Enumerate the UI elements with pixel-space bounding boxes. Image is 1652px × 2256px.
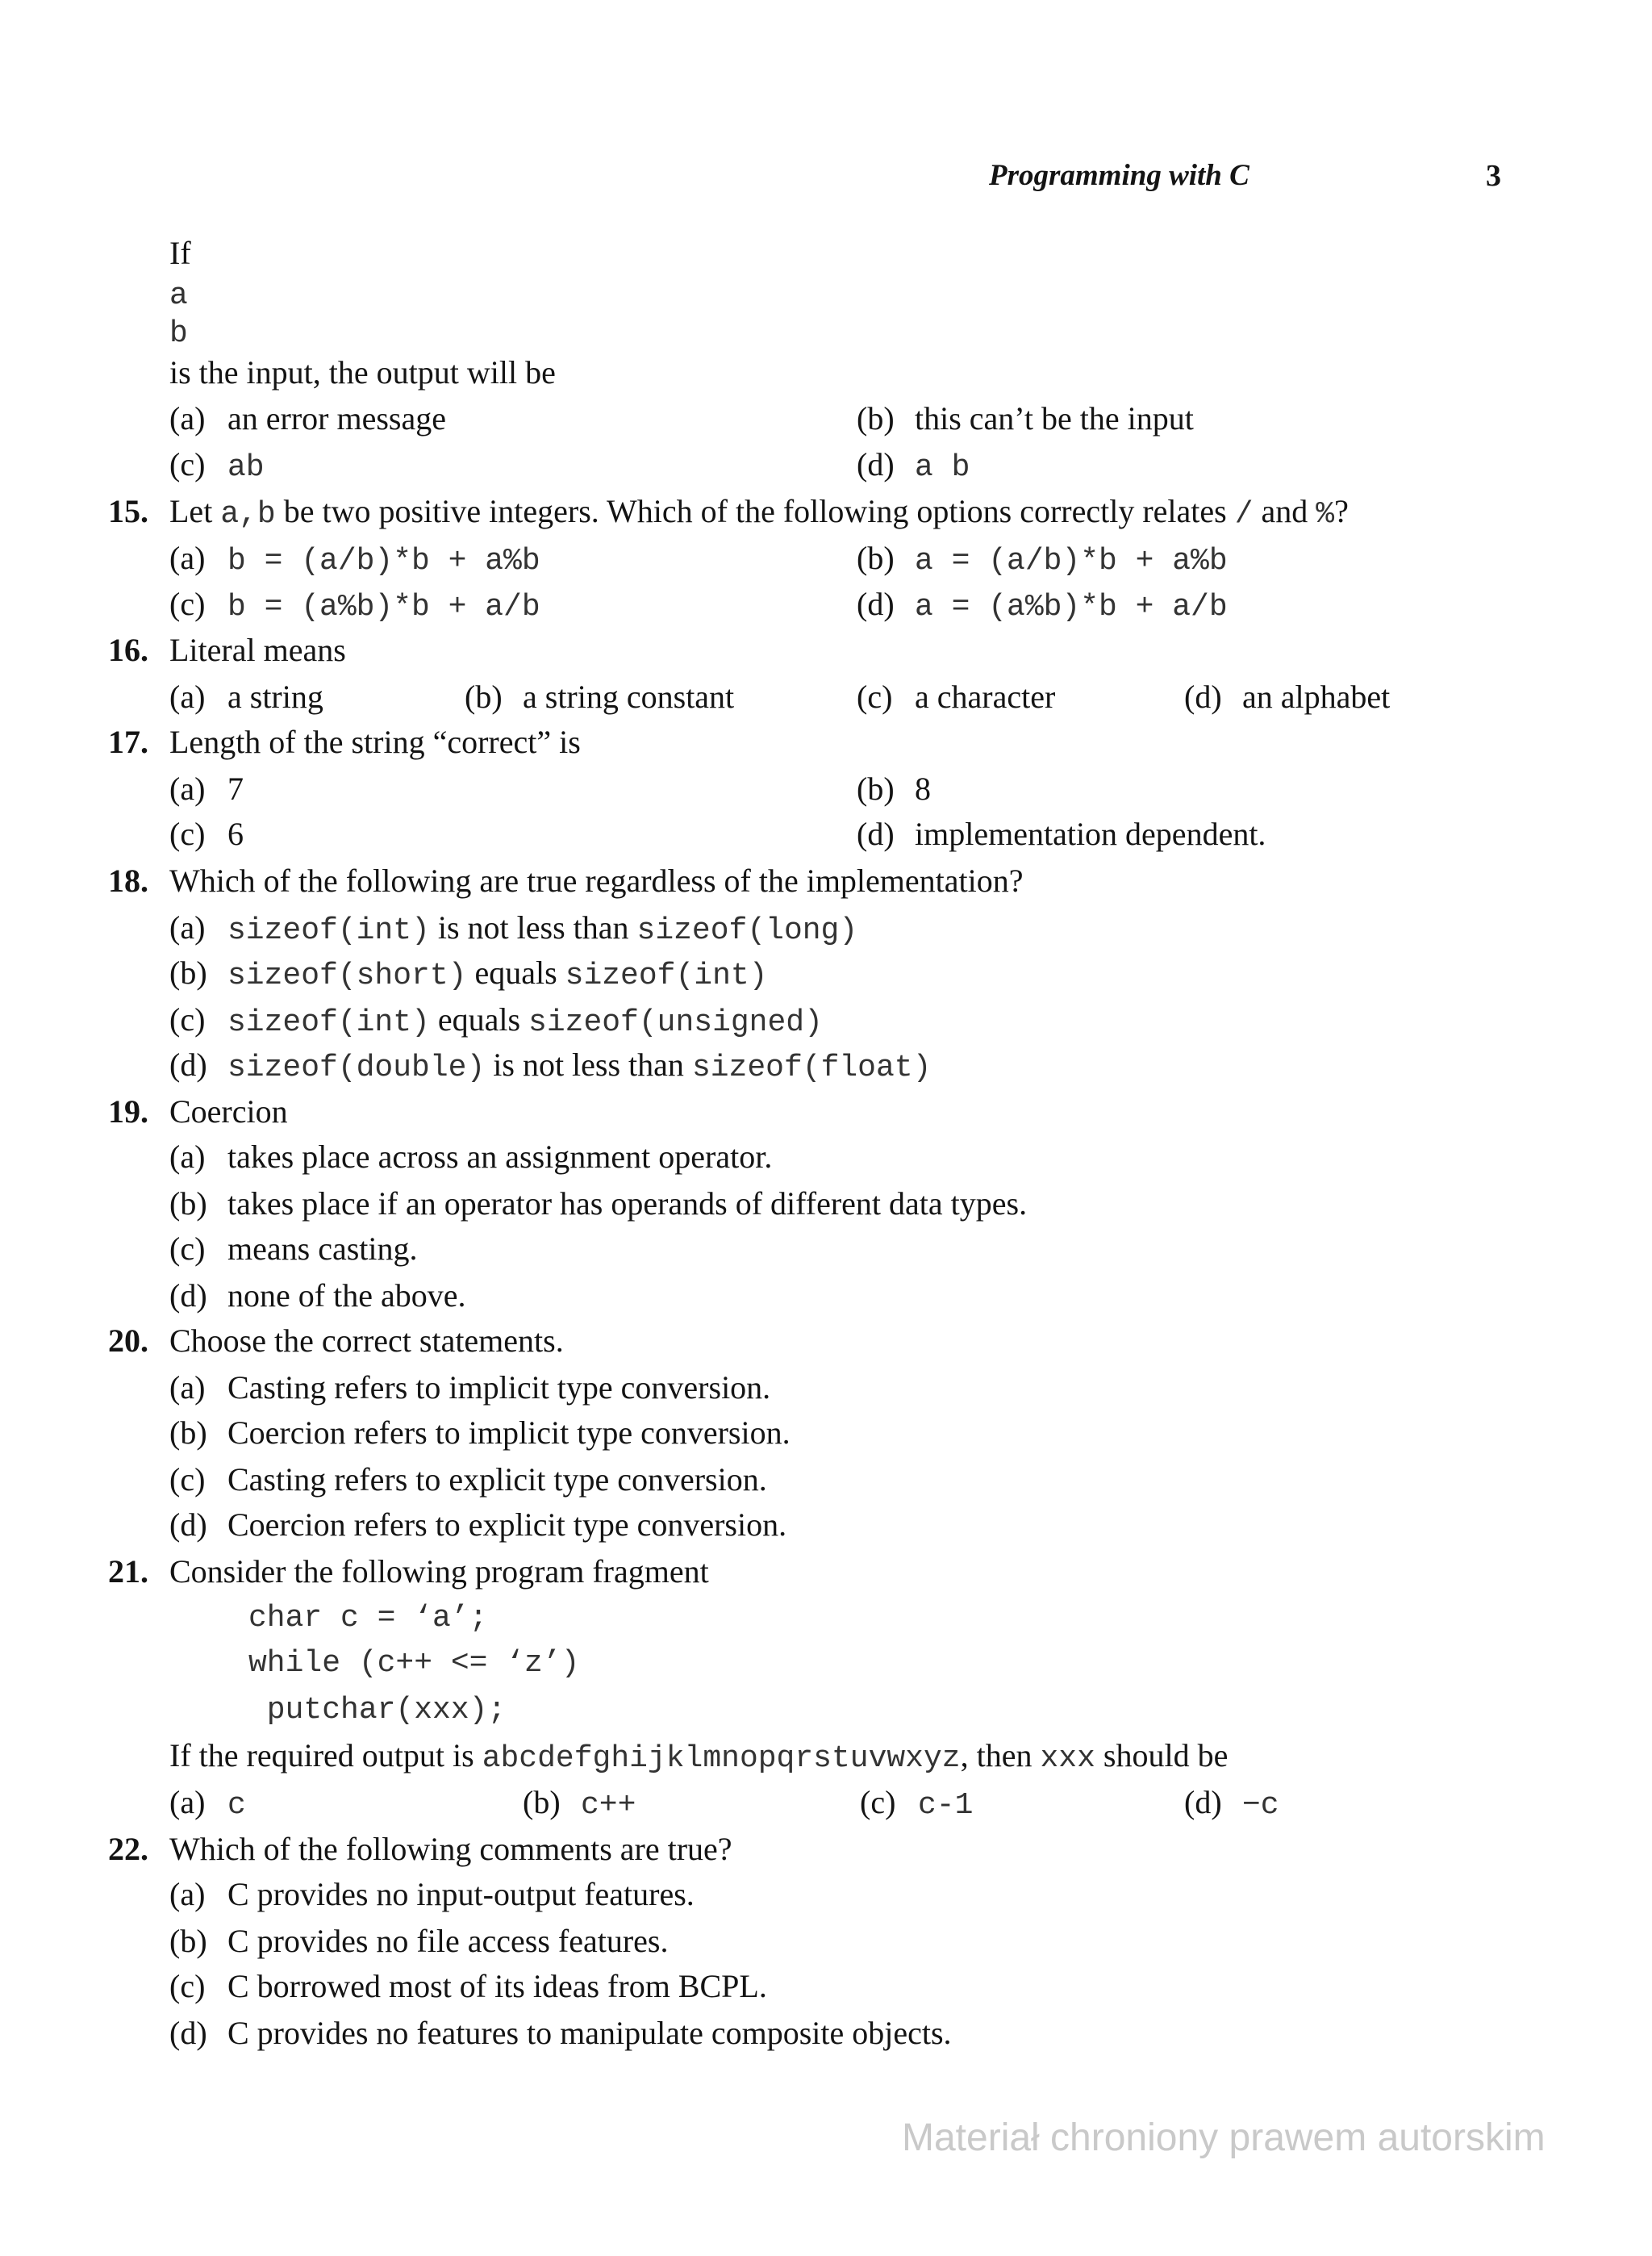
q18-option-a: (a) sizeof(int) is not less than sizeof(long) xyxy=(169,909,858,948)
q21-option-a: (a) c xyxy=(169,1784,246,1823)
q14-option-d: (d) a b xyxy=(857,446,970,485)
q14-if: If xyxy=(169,235,191,271)
q16-option-d: (d) an alphabet xyxy=(1184,679,1391,715)
q15-option-a: (a) b = (a/b)*b + a%b xyxy=(169,540,540,579)
q22-option-b: (b) C provides no file access features. xyxy=(169,1923,669,1959)
q17-option-d: (d) implementation dependent. xyxy=(857,816,1266,852)
running-title: Programming with C xyxy=(989,159,1249,192)
q21-option-c: (c) c-1 xyxy=(860,1784,974,1823)
q22-option-a: (a) C provides no input-output features. xyxy=(169,1876,695,1912)
q22-option-d: (d) C provides no features to manipulate composite objects. xyxy=(169,2015,952,2051)
q20-number: 20. xyxy=(108,1322,148,1359)
q20-option-a: (a) Casting refers to implicit type conversion. xyxy=(169,1369,771,1406)
q15-number: 15. xyxy=(108,493,148,529)
q15-question: Let a,b be two positive integers. Which of the following options correctly relates / and %? xyxy=(169,493,1349,532)
q18-option-b: (b) sizeof(short) equals sizeof(int) xyxy=(169,955,768,993)
q14-option-b: (b) this can’t be the input xyxy=(857,400,1194,437)
q15-option-c: (c) b = (a%b)*b + a/b xyxy=(169,586,540,625)
q16-option-b: (b) a string constant xyxy=(465,679,735,715)
q19-option-d: (d) none of the above. xyxy=(169,1277,466,1314)
q14-text: is the input, the output will be xyxy=(169,354,556,391)
q19-question: Coercion xyxy=(169,1093,288,1130)
q22-question: Which of the following comments are true? xyxy=(169,1831,732,1867)
q14-option-a: (a) an error message xyxy=(169,400,446,437)
q17-option-b: (b) 8 xyxy=(857,771,931,807)
copyright-watermark: Materiał chroniony prawem autorskim xyxy=(902,2116,1546,2159)
q17-option-c: (c) 6 xyxy=(169,816,244,852)
q21-code-line-1: char c = ‘a’; xyxy=(248,1601,488,1636)
q14-option-c: (c) ab xyxy=(169,446,265,485)
q18-option-c: (c) sizeof(int) equals sizeof(unsigned) xyxy=(169,1001,823,1040)
q15-option-d: (d) a = (a%b)*b + a/b xyxy=(857,586,1228,625)
q19-number: 19. xyxy=(108,1093,148,1130)
q22-option-c: (c) C borrowed most of its ideas from BCPL. xyxy=(169,1968,767,2004)
q19-option-a: (a) takes place across an assignment operator. xyxy=(169,1138,773,1175)
q14-input-a: a xyxy=(169,278,188,313)
q16-option-c: (c) a character xyxy=(857,679,1056,715)
q20-option-b: (b) Coercion refers to implicit type conversion. xyxy=(169,1414,791,1451)
q21-option-d: (d) −c xyxy=(1184,1784,1279,1823)
q21-option-b: (b) c++ xyxy=(523,1784,636,1823)
q17-option-a: (a) 7 xyxy=(169,771,244,807)
q21-number: 21. xyxy=(108,1553,148,1590)
q22-number: 22. xyxy=(108,1831,148,1867)
q18-option-d: (d) sizeof(double) is not less than sizeof(float) xyxy=(169,1047,932,1085)
q20-option-d: (d) Coercion refers to explicit type conversion. xyxy=(169,1506,787,1543)
page-number: 3 xyxy=(1486,159,1501,193)
q21-code-line-2: while (c++ <= ‘z’) xyxy=(248,1646,580,1681)
q16-option-a: (a) a string xyxy=(169,679,323,715)
q14-input-b: b xyxy=(169,316,188,351)
q18-number: 18. xyxy=(108,863,148,899)
q17-question: Length of the string “correct” is xyxy=(169,724,581,760)
q16-question: Literal means xyxy=(169,632,346,668)
q20-option-c: (c) Casting refers to explicit type conversion. xyxy=(169,1461,767,1498)
q21-code-line-3: putchar(xxx); xyxy=(248,1693,507,1728)
q17-number: 17. xyxy=(108,724,148,760)
q21-question: Consider the following program fragment xyxy=(169,1553,709,1590)
q20-question: Choose the correct statements. xyxy=(169,1322,564,1359)
q16-number: 16. xyxy=(108,632,148,668)
q19-option-b: (b) takes place if an operator has operands of different data types. xyxy=(169,1185,1028,1222)
q21-requirement: If the required output is abcdefghijklmnopqrstuvwxyz, then xxx should be xyxy=(169,1737,1229,1776)
q19-option-c: (c) means casting. xyxy=(169,1230,418,1267)
q18-question: Which of the following are true regardless of the implementation? xyxy=(169,863,1024,899)
q15-option-b: (b) a = (a/b)*b + a%b xyxy=(857,540,1228,579)
